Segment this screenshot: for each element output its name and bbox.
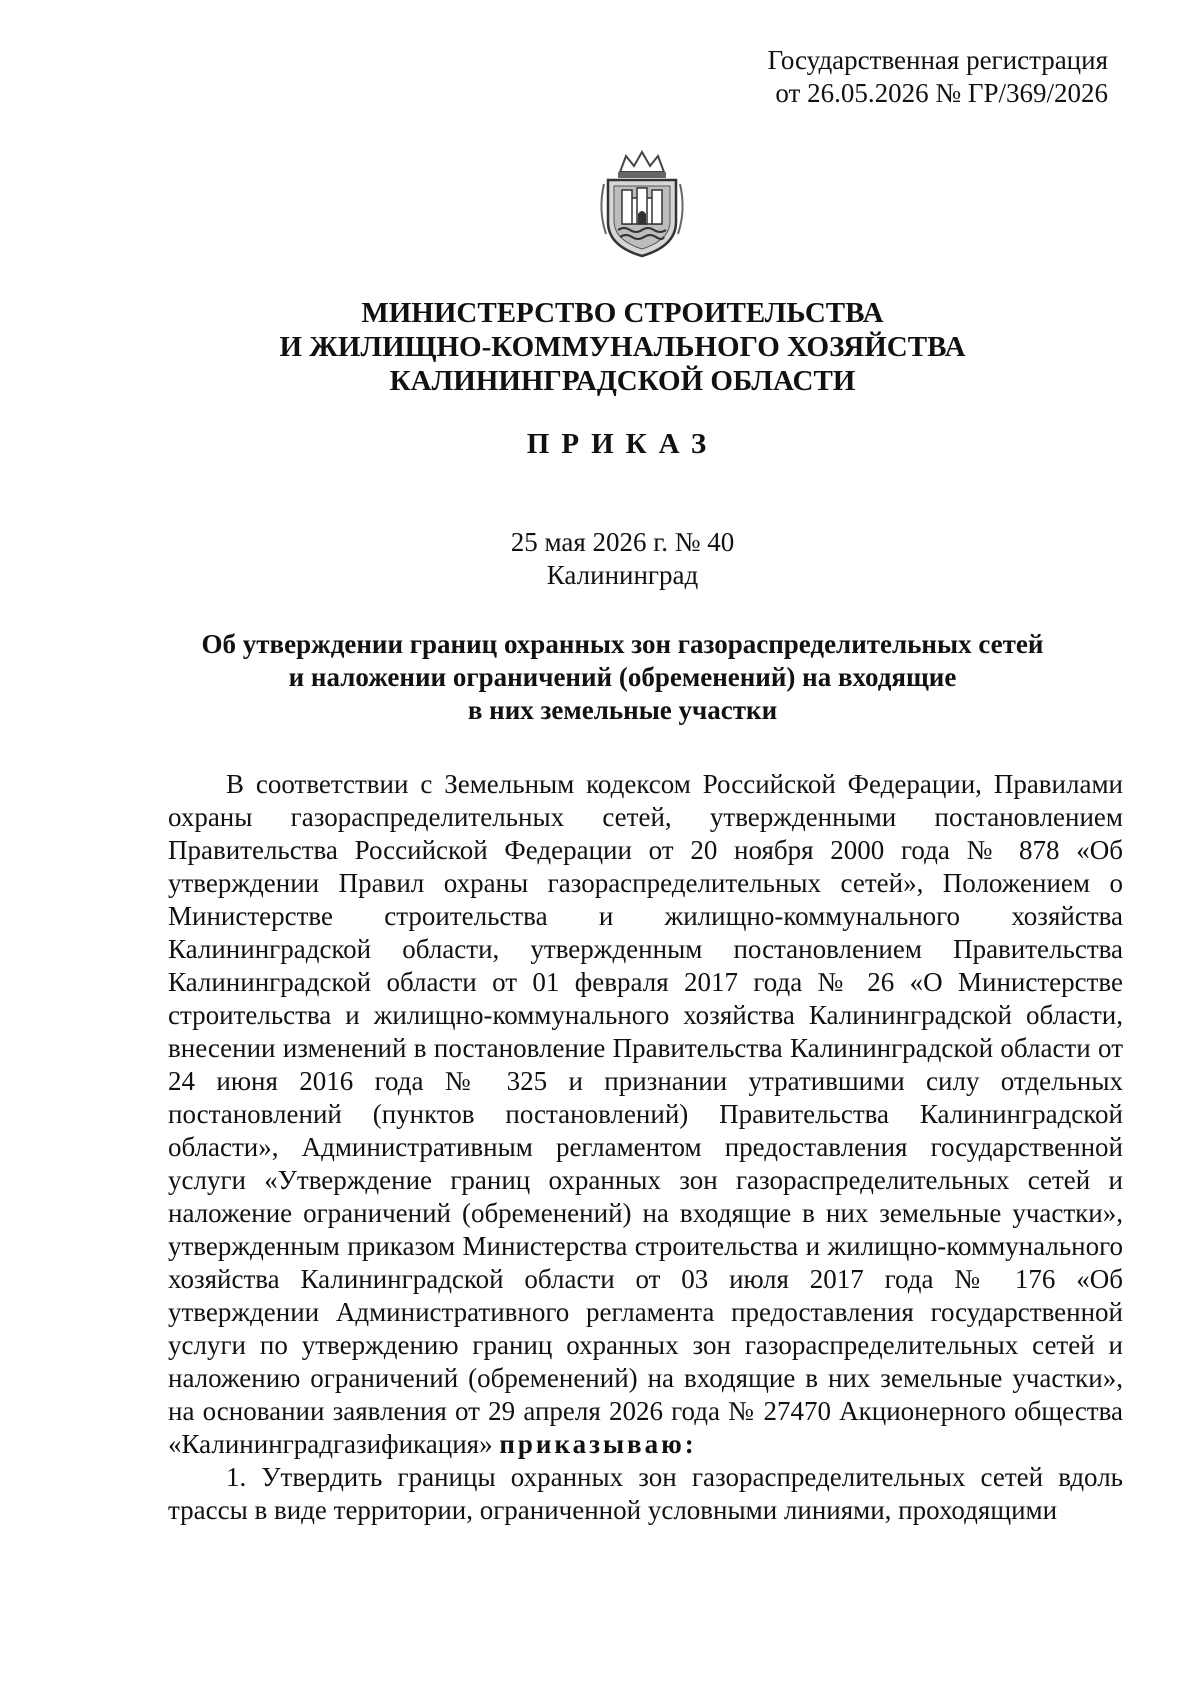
preamble-paragraph [168,768,1123,1461]
coat-of-arms-icon [596,150,688,260]
document-type: ПРИКАЗ [526,428,719,460]
order-word: приказываю: [499,1429,697,1459]
subject-line-2: и наложении ограничений (обременений) на входящие [288,662,957,692]
ministry-line-2: И ЖИЛИЩНО-КОММУНАЛЬНОГО ХОЗЯЙСТВА [279,331,966,363]
date-block [0,526,1200,592]
subject-line-1: Об утверждении границ охранных зон газораспределительных сетей [201,629,1044,659]
document-city: Калининград [546,560,699,590]
registration-line-2: от 26.05.2026 № ГР/369/2026 [775,78,1108,108]
registration-line-1: Государственная регистрация [767,45,1108,75]
document-subject [0,628,1200,727]
ministry-line-1: МИНИСТЕРСТВО СТРОИТЕЛЬСТВА [361,297,884,329]
registration-stamp [768,44,1108,110]
subject-line-3: в них земельные участки [467,695,778,725]
order-item-1: 1. Утвердить границы охранных зон газораспределительных сетей вдоль трассы в виде территории, ограниченной условными линиями, проходящими [168,1462,1123,1525]
ministry-name [0,296,1200,398]
document-date: 25 мая 2026 г. № 40 [510,527,735,557]
document-body [168,768,1123,1527]
preamble-text: В соответствии с Земельным кодексом Российской Федерации, Правилами охраны газораспределительных сетей, утвержденными постановлением Правительства Российской Федерации от 20 ноября 2000 года № 878 «Об утверждении Правил охраны газораспределительных сетей», Положением о Министерстве строительства и жилищно-коммунального хозяйства Калининградской области, утвержденным постановлением Правительства Калининградской области от 01 февраля 2017 года № 26 «О Министерстве строительства и жилищно-коммунального хозяйства Калининградской области, внесении изменений в постановление Правительства Калининградской области от 24 июня 2016 года № 325 и признании утратившими силу отдельных постановлений (пунктов постановлений) Правительства Калининградской области», Административным регламентом предоставления государственной услуги «Утверждение границ охранных зон газораспределительных сетей и наложение ограничений (обременений) на входящие в них земельные участки», утвержденным приказом Министерства строительства и жилищно-коммунального хозяйства Калининградской области от 03 июля 2017 года № 176 «Об утверждении Административного регламента предоставления государственной услуги по утверждению границ охранных зон газораспределительных сетей и наложению ограничений (обременений) на входящие в них земельные участки», на основании заявления от 29 апреля 2026 года № 27470 Акционерного общества «Калининградгазификация» [168,769,1123,1459]
ministry-line-3: КАЛИНИНГРАДСКОЙ ОБЛАСТИ [389,365,856,397]
